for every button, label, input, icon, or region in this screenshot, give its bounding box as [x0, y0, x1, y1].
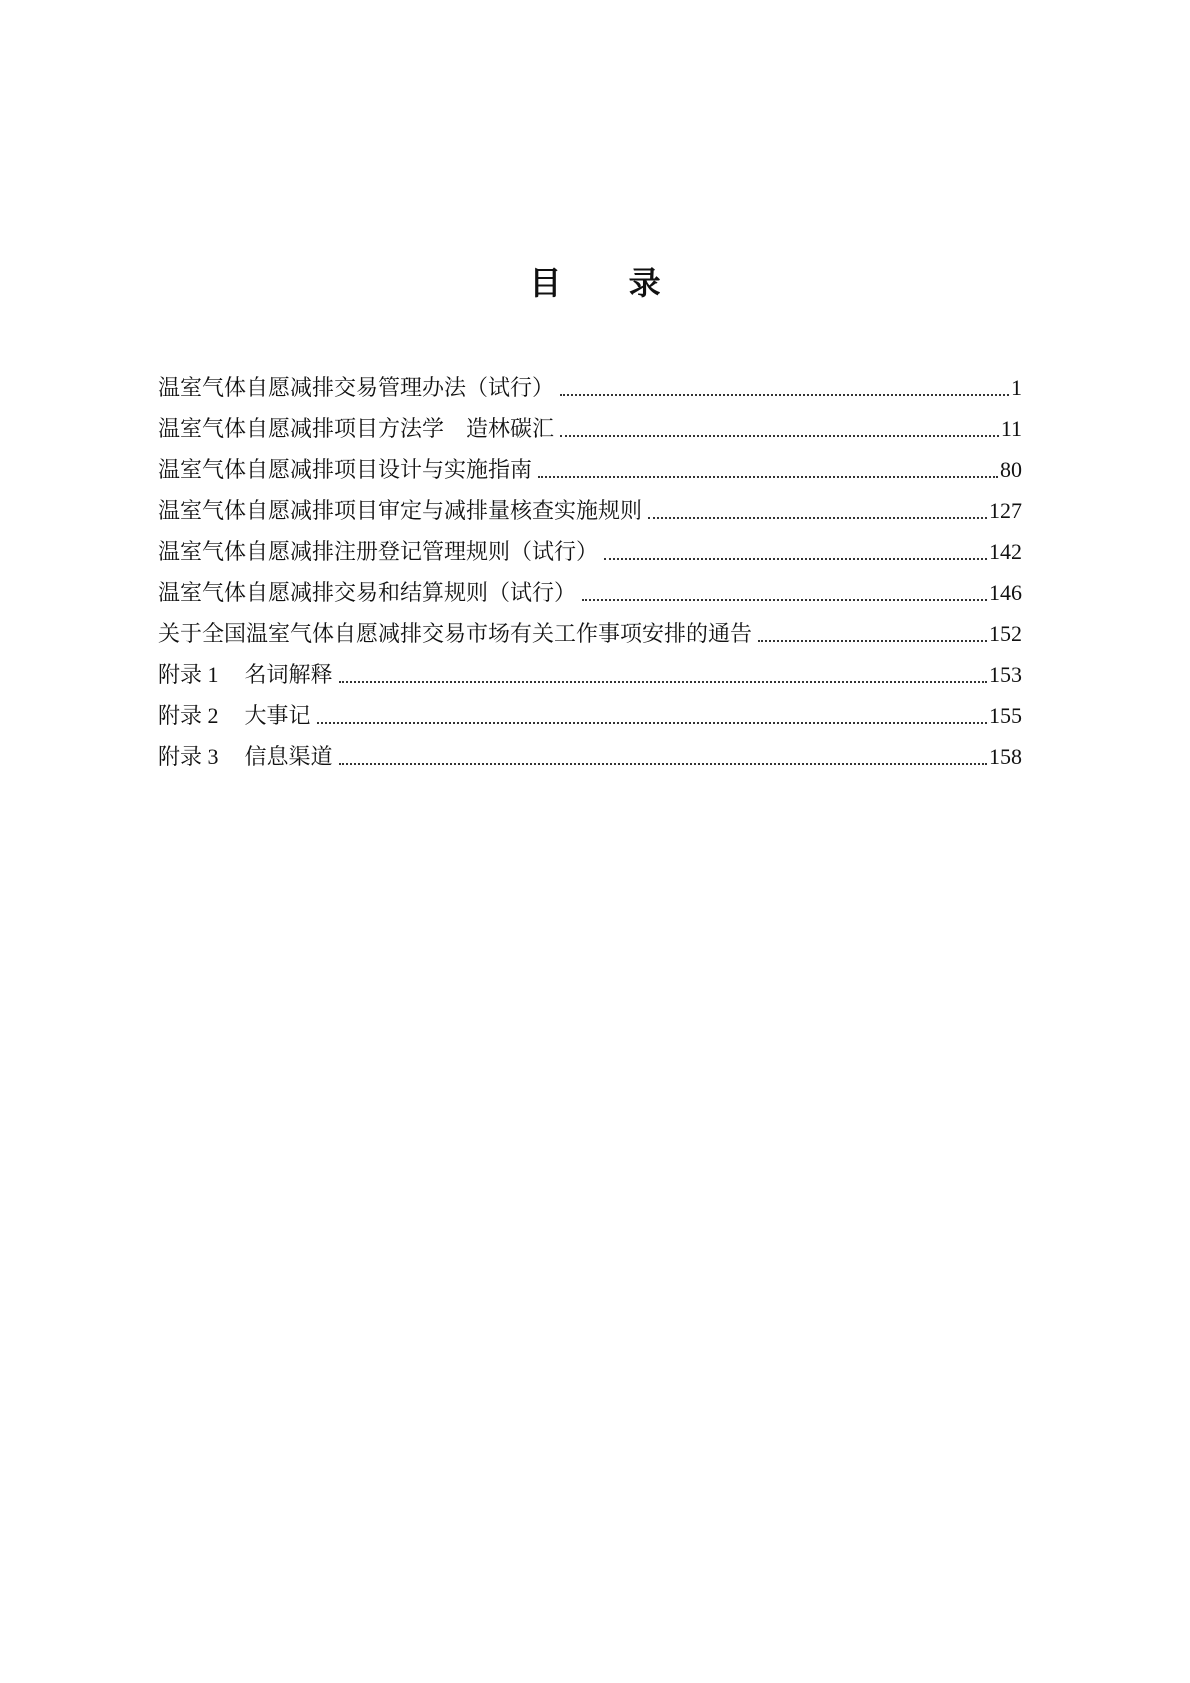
- toc-entry-prefix: 附录 3: [158, 744, 219, 769]
- toc-dot-leader: [339, 763, 987, 765]
- toc-entry-title: 温室气体自愿减排注册登记管理规则（试行）: [158, 539, 599, 564]
- toc-entry[interactable]: [158, 567, 1022, 608]
- toc-entry-appendix[interactable]: [158, 690, 1022, 731]
- toc-page-number: 127: [989, 498, 1022, 523]
- toc-page-number: 155: [989, 703, 1022, 728]
- toc-page-number: 142: [989, 539, 1022, 564]
- toc-entry-title: 温室气体自愿减排项目设计与实施指南: [158, 457, 533, 482]
- toc-entry[interactable]: [158, 526, 1022, 567]
- toc-entry-title: 关于全国温室气体自愿减排交易市场有关工作事项安排的通告: [158, 621, 753, 646]
- toc-page-number: 11: [1000, 416, 1022, 441]
- toc-page-number: 158: [989, 744, 1022, 769]
- toc-entry-title: 温室气体自愿减排项目方法学 造林碳汇: [158, 416, 555, 441]
- toc-dot-leader: [317, 722, 987, 724]
- toc-dot-leader: [560, 435, 999, 437]
- toc-entry[interactable]: [158, 485, 1022, 526]
- toc-entry-title: 温室气体自愿减排交易管理办法（试行）: [158, 375, 555, 400]
- toc-dot-leader: [582, 599, 987, 601]
- table-of-contents: [158, 362, 1022, 772]
- toc-title: 目 录: [529, 264, 689, 302]
- toc-entry-prefix: 附录 1: [158, 662, 219, 687]
- toc-dot-leader: [538, 476, 998, 478]
- toc-entry[interactable]: [158, 444, 1022, 485]
- toc-page-number: 80: [1000, 457, 1022, 482]
- toc-entry[interactable]: [158, 608, 1022, 649]
- toc-dot-leader: [604, 558, 987, 560]
- toc-entry[interactable]: [158, 362, 1022, 403]
- toc-dot-leader: [648, 517, 987, 519]
- toc-dot-leader: [758, 640, 987, 642]
- toc-entry-appendix[interactable]: [158, 731, 1022, 772]
- toc-page-number: 153: [989, 662, 1022, 687]
- toc-page-number: 146: [989, 580, 1022, 605]
- toc-page-number: 1: [1011, 375, 1022, 400]
- toc-entry-title: 温室气体自愿减排交易和结算规则（试行）: [158, 580, 577, 605]
- toc-entry-title: 信息渠道: [244, 744, 333, 769]
- toc-entry-title: 名词解释: [244, 662, 333, 687]
- toc-entry-appendix[interactable]: [158, 649, 1022, 690]
- toc-entry-prefix: 附录 2: [158, 703, 219, 728]
- toc-entry[interactable]: [158, 403, 1022, 444]
- toc-dot-leader: [339, 681, 987, 683]
- toc-dot-leader: [560, 394, 1009, 396]
- toc-page-number: 152: [989, 621, 1022, 646]
- toc-entry-title: 大事记: [244, 703, 311, 728]
- toc-entry-title: 温室气体自愿减排项目审定与减排量核查实施规则: [158, 498, 643, 523]
